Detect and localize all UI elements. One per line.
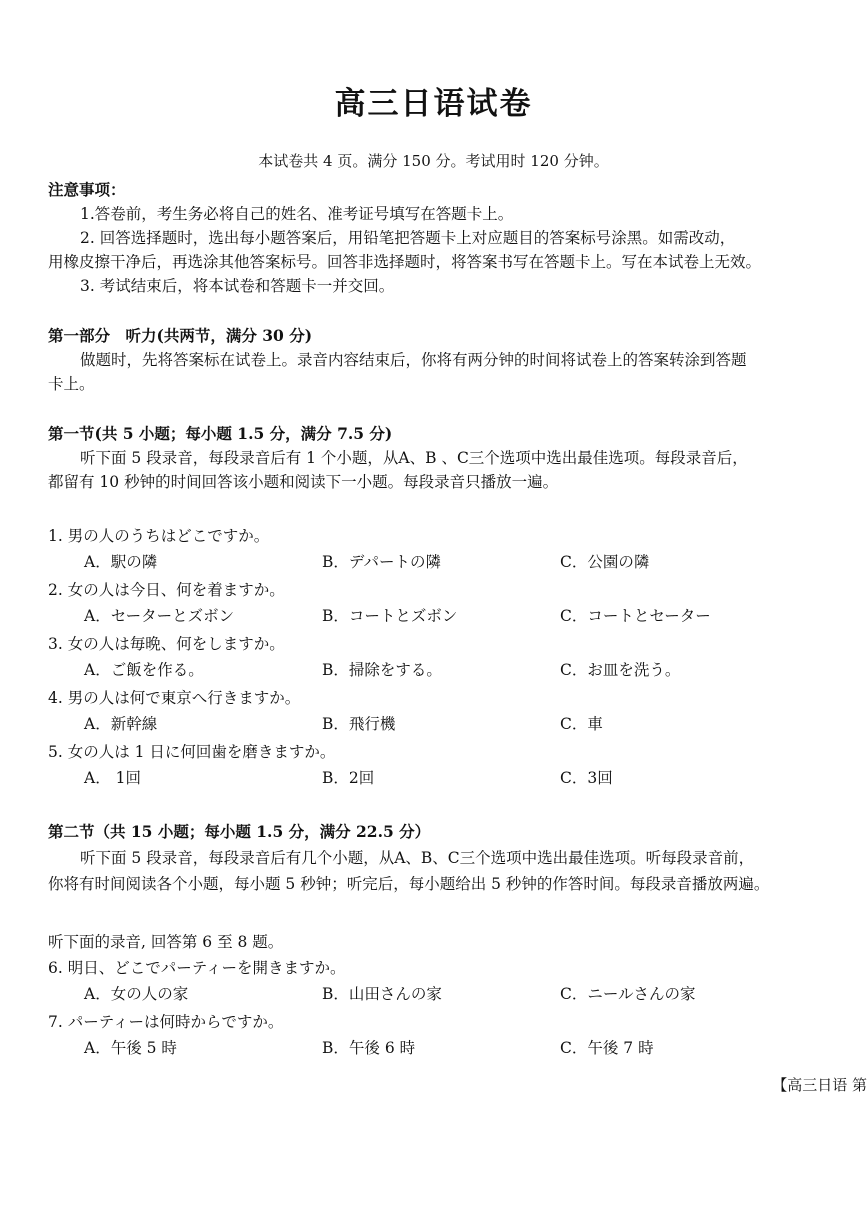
option-c: C．車 xyxy=(560,715,603,733)
section1-text: 听下面 5 段录音，每段录音后有 1 个小题，从A、B 、C三个选项中选出最佳选项。每段录音后， xyxy=(80,449,748,467)
section2-instruction: 听下面的录音, 回答第 6 至 8 题。 xyxy=(48,933,284,951)
option-b: B．デパートの隣 xyxy=(322,553,441,571)
option-a: A．新幹線 xyxy=(84,715,158,733)
section2-text: 听下面 5 段录音，每段录音后有几个小题，从A、B、C三个选项中选出最佳选项。听每段录音前， xyxy=(80,849,755,867)
notice-item: 用橡皮擦干净后，再选涂其他答案标号。回答非选择题时，将答案书写在答题卡上。写在本试卷上无效。 xyxy=(48,253,762,271)
option-b: B．山田さんの家 xyxy=(322,985,442,1003)
option-c: C．午後 7 時 xyxy=(560,1039,654,1057)
option-c: C．コートとセーター xyxy=(560,607,711,625)
question-4: 4. 男の人は何で東京へ行きますか。 xyxy=(48,689,301,707)
question-7: 7. パーティーは何時からですか。 xyxy=(48,1013,284,1031)
page-footer: 【高三日语 第 xyxy=(772,1076,867,1094)
part1-text: 卡上。 xyxy=(48,375,95,393)
section1-heading: 第一节(共 5 小题；每小题 1.5 分，满分 7.5 分) xyxy=(48,424,393,443)
option-c: C．お皿を洗う。 xyxy=(560,661,681,679)
option-c: C．公園の隣 xyxy=(560,553,650,571)
notice-heading: 注意事项： xyxy=(48,180,126,199)
notice-item: 1.答卷前，考生务必将自己的姓名、准考证号填写在答题卡上。 xyxy=(80,205,514,223)
question-6: 6. 明日、どこでパーティーを開きますか。 xyxy=(48,959,346,977)
option-a: A．セーターとズボン xyxy=(84,607,235,625)
exam-info: 本试卷共 4 页。满分 150 分。考试用时 120 分钟。 xyxy=(258,152,609,170)
option-b: B．コートとズボン xyxy=(322,607,458,625)
part1-text: 做题时，先将答案标在试卷上。录音内容结束后，你将有两分钟的时间将试卷上的答案转涂到答题 xyxy=(80,351,747,369)
notice-item: 3. 考试结束后，将本试卷和答题卡一并交回。 xyxy=(80,277,395,295)
option-a: A． 1回 xyxy=(84,769,141,787)
option-c: C．ニールさんの家 xyxy=(560,985,696,1003)
option-b: B．2回 xyxy=(322,769,375,787)
question-2: 2. 女の人は今日、何を着ますか。 xyxy=(48,581,285,599)
option-b: B．飛行機 xyxy=(322,715,396,733)
option-a: A．女の人の家 xyxy=(84,985,189,1003)
section2-heading: 第二节（共 15 小题；每小题 1.5 分，满分 22.5 分） xyxy=(48,822,431,841)
notice-item: 2. 回答选择题时，选出每小题答案后，用铅笔把答题卡上对应题目的答案标号涂黑。如需改动， xyxy=(80,229,736,247)
section1-text: 都留有 10 秒钟的时间回答该小题和阅读下一小题。每段录音只播放一遍。 xyxy=(48,473,559,491)
question-1: 1. 男の人のうちはどこですか。 xyxy=(48,527,270,545)
option-a: A．午後 5 時 xyxy=(84,1039,177,1057)
option-a: A．駅の隣 xyxy=(84,553,158,571)
section2-text: 你将有时间阅读各个小题，每小题 5 秒钟；听完后，每小题给出 5 秒钟的作答时间。每段录音播放两遍。 xyxy=(48,875,770,893)
option-b: B．午後 6 時 xyxy=(322,1039,416,1057)
part1-heading: 第一部分 听力(共两节，满分 30 分) xyxy=(48,326,313,345)
page-title: 高三日语试卷 xyxy=(334,86,533,122)
option-c: C．3回 xyxy=(560,769,613,787)
question-3: 3. 女の人は毎晩、何をしますか。 xyxy=(48,635,285,653)
option-b: B．掃除をする。 xyxy=(322,661,442,679)
option-a: A．ご飯を作る。 xyxy=(84,661,204,679)
question-5: 5. 女の人は 1 日に何回歯を磨きますか。 xyxy=(48,743,336,761)
